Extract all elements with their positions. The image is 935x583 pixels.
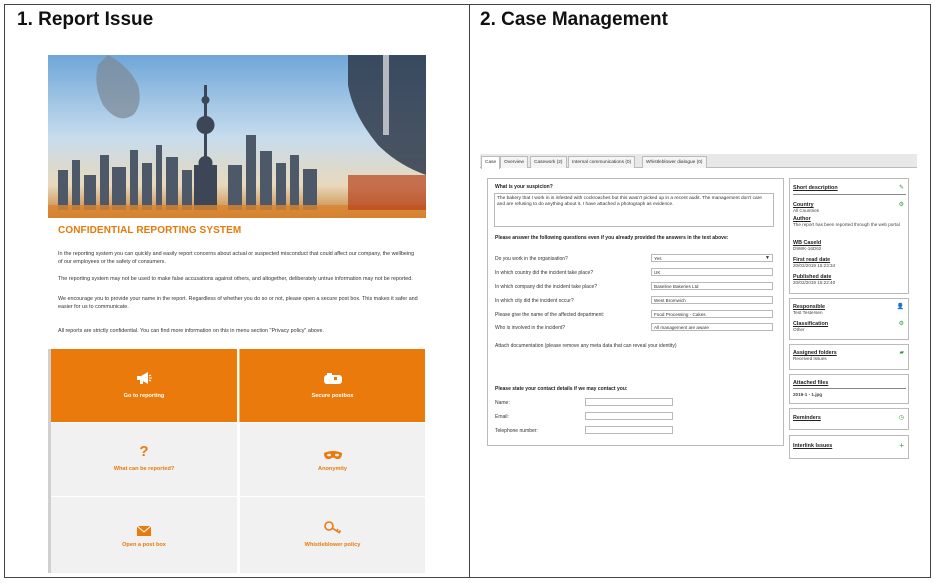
divider (793, 194, 906, 195)
country-value: All Countries (793, 208, 820, 213)
assigned-folders-title[interactable]: Assigned folders (793, 350, 837, 356)
attached-files-box (789, 374, 909, 404)
pencil-icon[interactable]: ✎ (898, 185, 904, 191)
question-label: In which company did the incident take place? (495, 284, 598, 290)
mailbox-icon (240, 371, 425, 389)
suspicion-label: What is your suspicion? (495, 184, 553, 190)
whistleblower-policy-label: Whistleblower policy (304, 542, 361, 548)
works-in-organisation-select[interactable] (651, 254, 773, 262)
warning-paragraph: The reporting system may not be used to make false accusations against others, and altogether, deliberately untrue information may not be reported. (58, 276, 413, 282)
caseid-value: D9WK-16D62 (793, 246, 822, 251)
envelope-icon (51, 523, 237, 541)
tab-internal-communications[interactable]: Internal communications (0) (568, 156, 635, 168)
left-panel-title: 1. Report Issue (17, 9, 154, 30)
report-portal (48, 55, 426, 573)
select-value: Yes (654, 256, 662, 261)
question-icon: ? (139, 443, 149, 460)
open-a-post-box-label: Open a post box (122, 542, 166, 548)
attached-file-link[interactable]: 2019-1 - 1.jpg (793, 392, 823, 397)
author-value: The report has been reported through the web portal (793, 222, 900, 227)
case-management-app (480, 154, 917, 464)
attached-files-title: Attached files (793, 380, 829, 386)
reminders-box (789, 408, 909, 430)
user-icon[interactable]: 👤 (896, 304, 904, 310)
what-can-be-reported-tile[interactable] (51, 423, 237, 496)
published-value: 20/02/2019 15:22:40 (793, 280, 836, 285)
gear-icon[interactable]: ⚙ (898, 202, 904, 208)
question-label: Who is involved in the incident? (495, 325, 566, 331)
tab-whistleblower-dialogue[interactable]: Whistleblower dialogue (0) (642, 156, 707, 168)
report-heading: CONFIDENTIAL REPORTING SYSTEM (58, 225, 242, 236)
email-label: Email: (495, 414, 509, 420)
assigned-folders-value: Received Issues (793, 356, 827, 361)
published-title: Published date (793, 274, 832, 280)
classification-title[interactable]: Classification (793, 321, 829, 327)
responsible-box (789, 298, 909, 340)
contact-label: Please state your contact details if we may contact you: (495, 386, 628, 392)
secure-postbox-tile[interactable] (239, 349, 425, 422)
hero-image (48, 55, 426, 218)
question-label: Please give the name of the affected department: (495, 312, 605, 318)
interlink-issues-box (789, 435, 909, 459)
city-field[interactable]: West Bromwich (651, 296, 773, 304)
short-description-link[interactable]: Short description (793, 185, 838, 191)
reminders-title[interactable]: Reminders (793, 415, 821, 421)
department-field[interactable]: Food Processing - Cakes (651, 310, 773, 318)
case-form (487, 178, 784, 446)
telephone-label: Telephone number: (495, 428, 538, 434)
name-field[interactable] (585, 398, 673, 406)
attach-label: Attach documentation (please remove any meta data that can reveal your identity) (495, 343, 677, 349)
caseid-title: WB CaseId (793, 240, 822, 246)
open-a-post-box-tile[interactable] (51, 497, 237, 573)
tab-casework[interactable]: Casework (2) (530, 156, 567, 168)
name-label: Name: (495, 400, 510, 406)
email-field[interactable] (585, 412, 673, 420)
first-read-title: First read date (793, 257, 831, 263)
tab-case[interactable]: Case (481, 156, 500, 169)
key-icon (240, 521, 425, 539)
clock-icon[interactable]: ◷ (898, 415, 904, 421)
company-field[interactable]: Baseline Bakeries Ltd (651, 282, 773, 290)
suspicion-textarea[interactable]: The bakery that I work in is infested with cockroaches but this wasn't picked up in a recent audit. The management don't care and are refusing to do anything about it. I have attached a photograph as evidence. (494, 193, 774, 227)
country-field[interactable]: UK (651, 268, 773, 276)
go-to-reporting-label: Go to reporting (123, 393, 165, 399)
question-label: Do you work in the organisation? (495, 256, 568, 262)
go-to-reporting-tile[interactable] (51, 349, 237, 422)
classification-value: Other (793, 327, 805, 332)
chevron-down-icon: ▼ (765, 255, 770, 261)
whistleblower-policy-tile[interactable] (239, 497, 425, 573)
author-title: Author (793, 216, 811, 222)
divider (793, 388, 906, 389)
anonymity-tile[interactable] (239, 423, 425, 496)
interlink-issues-title[interactable]: Interlink Issues (793, 443, 833, 449)
assigned-folders-box (789, 344, 909, 370)
mask-icon (240, 447, 425, 465)
plus-icon[interactable]: + (899, 441, 904, 450)
first-read-value: 20/02/2019 15:23:34 (793, 263, 836, 268)
case-details-box (789, 178, 909, 294)
country-title: Country (793, 202, 814, 208)
case-tabs (480, 154, 917, 168)
confidential-paragraph: All reports are strictly confidential. You can find more information on this in menu section "Privacy policy" above. (58, 328, 325, 334)
secure-postbox-label: Secure postbox (311, 393, 354, 399)
instructions-label: Please answer the following questions even if you already provided the answers in the text above: (495, 235, 729, 241)
column-divider (469, 4, 470, 578)
right-panel-title: 2. Case Management (480, 9, 668, 30)
gear-icon[interactable]: ⚙ (898, 321, 904, 327)
what-can-be-reported-label: What can be reported? (113, 466, 175, 472)
question-label: In which city did the incident occur? (495, 298, 574, 304)
responsible-title[interactable]: Responsible (793, 304, 826, 310)
megaphone-icon (51, 371, 237, 389)
encourage-paragraph: We encourage you to provide your name in the report. Regardless of whether you do so or not, please open a secure post box. This makes it safer and easier for us to communicate. (58, 296, 418, 310)
tab-overview[interactable]: Overview (500, 156, 528, 168)
intro-paragraph: In the reporting system you can quickly and easily report concerns about actual or suspected misconduct that could affect our company, the wellbeing of our employees or the safety of consumers. (58, 251, 415, 265)
involved-field[interactable]: All management are aware (651, 323, 773, 331)
question-label: In which country did the incident take place? (495, 270, 594, 276)
anonymity-label: Anonymity (318, 466, 347, 472)
folder-icon[interactable]: ▰ (899, 350, 904, 356)
responsible-value: Test Testersen (793, 310, 823, 315)
telephone-field[interactable] (585, 426, 673, 434)
